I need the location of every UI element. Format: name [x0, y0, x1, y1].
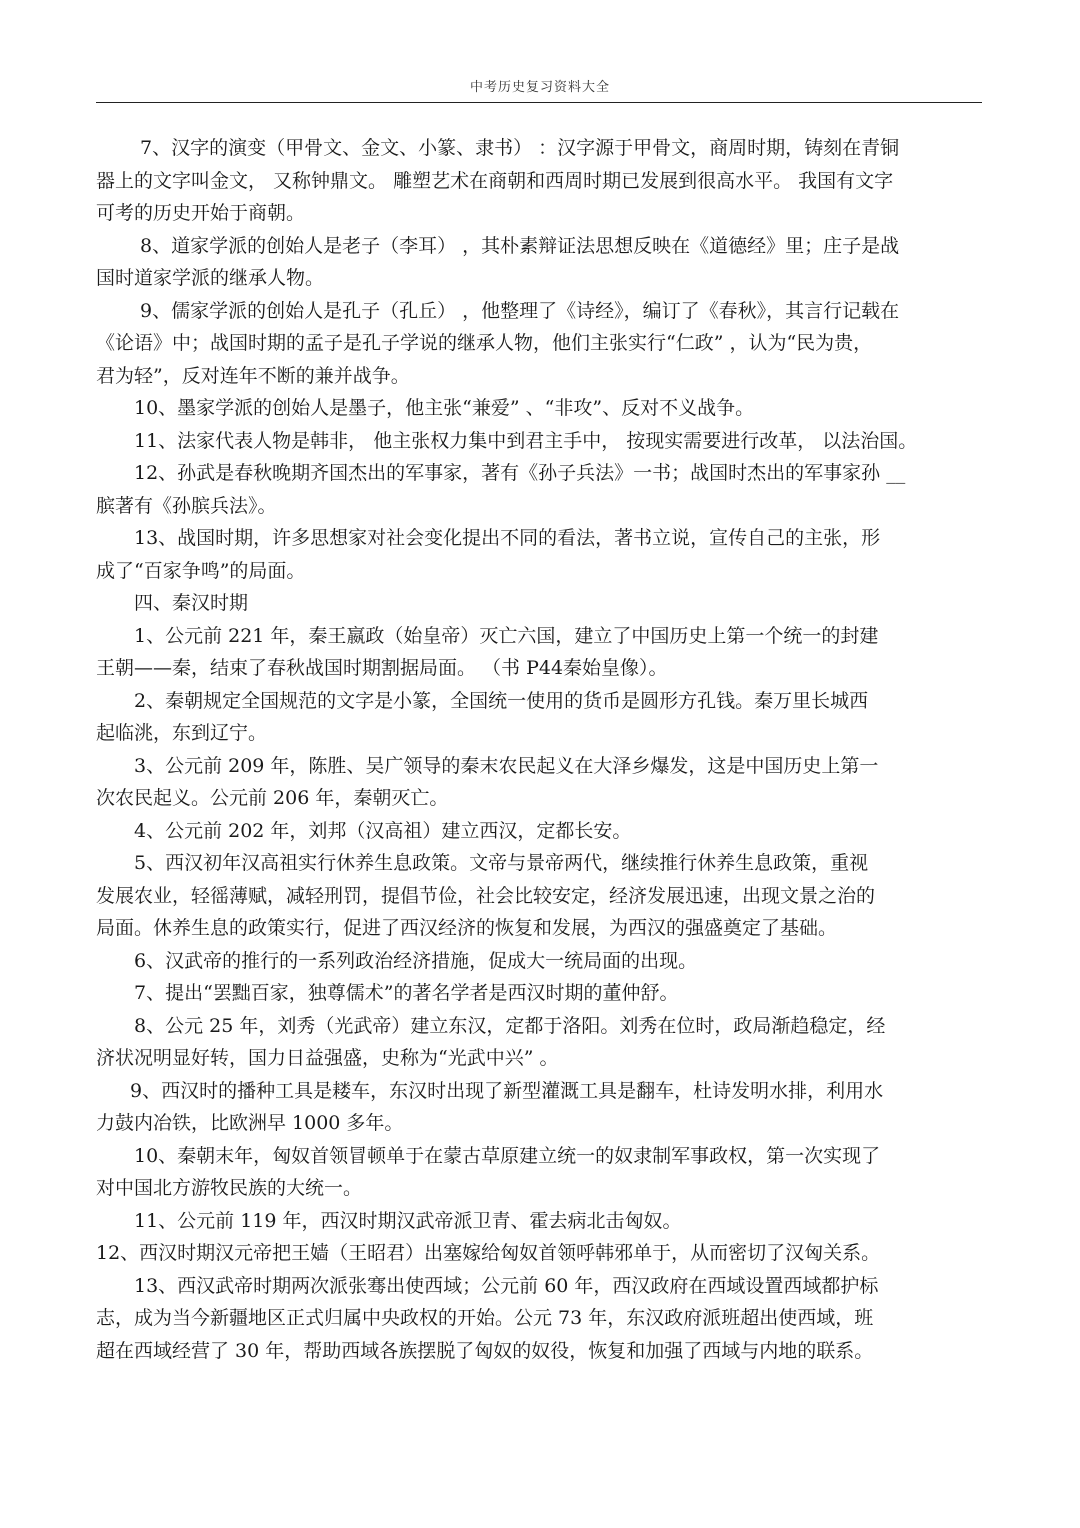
paragraph — [96, 522, 982, 587]
paragraph — [96, 425, 982, 458]
paragraph — [96, 132, 982, 230]
text-line: 11、法家代表人物是韩非， 他主张权力集中到君主手中， 按现实需要进行改革， 以法治国。 — [134, 429, 918, 452]
paragraph — [96, 392, 982, 425]
paragraph — [96, 620, 982, 685]
paragraph — [96, 295, 982, 393]
text-line: 7、汉字的演变（甲骨文、金文、小篆、隶书） ：汉字源于甲骨文，商周时期，铸刻在青铜 — [140, 137, 900, 159]
text-line: 发展农业，轻徭薄赋，减轻刑罚，提倡节俭，社会比较安定，经济发展迅速，出现文景之治的 — [96, 884, 876, 907]
section-heading — [96, 587, 982, 620]
text-line: 膑著有《孙膑兵法》。 — [96, 494, 277, 517]
text-line: 11、公元前 119 年，西汉时期汉武帝派卫青、霍去病北击匈奴。 — [134, 1209, 682, 1232]
paragraph — [96, 750, 982, 815]
text-line: 13、战国时期，许多思想家对社会变化提出不同的看法，著书立说，宣传自己的主张，形 — [134, 527, 881, 549]
text-line: 10、秦朝末年，匈奴首领冒顿单于在蒙古草原建立统一的奴隶制军事政权，第一次实现了 — [134, 1144, 881, 1167]
document-body — [96, 132, 982, 1367]
text-line: 国时道家学派的继承人物。 — [96, 267, 325, 289]
text-line: 8、道家学派的创始人是老子（李耳） ，其朴素辩证法思想反映在《道德经》里；庄子是战 — [140, 234, 900, 257]
text-line: 9、儒家学派的创始人是孔子（孔丘） ，他整理了《诗经》，编订了《春秋》，其言行记载在 — [140, 299, 900, 322]
paragraph — [96, 1140, 982, 1205]
text-line: 济状况明显好转，国力日益强盛，史称为“光武中兴” 。 — [96, 1047, 559, 1069]
paragraph — [96, 230, 982, 295]
text-line: 力鼓内冶铁，比欧洲早 1000 多年。 — [96, 1112, 404, 1134]
text-line: 7、提出“罢黜百家，独尊儒术”的著名学者是西汉时期的董仲舒。 — [134, 982, 679, 1004]
text-line: 5、西汉初年汉高祖实行休养生息政策。文帝与景帝两代，继续推行休养生息政策，重视 — [134, 852, 869, 874]
text-line: 9、西汉时的播种工具是耧车，东汉时出现了新型灌溉工具是翻车，杜诗发明水排，利用水 — [130, 1079, 884, 1102]
paragraph — [96, 1270, 982, 1368]
text-line: 13、西汉武帝时期两次派张骞出使西域；公元前 60 年，西汉政府在西域设置西域都护标 — [134, 1274, 879, 1297]
text-line: 对中国北方游牧民族的大统一。 — [96, 1177, 363, 1199]
text-line: 10、墨家学派的创始人是墨子，他主张“兼爱” 、“非攻”、反对不义战争。 — [134, 397, 755, 419]
paragraph — [96, 1010, 982, 1075]
text-line: 可考的历史开始于商朝。 — [96, 202, 306, 224]
paragraph — [96, 1237, 982, 1270]
text-line: 志，成为当今新疆地区正式归属中央政权的开始。公元 73 年，东汉政府派班超出使西域，班 — [96, 1307, 874, 1329]
paragraph — [96, 815, 982, 848]
text-line: 次农民起义。公元前 206 年，秦朝灭亡。 — [96, 787, 449, 809]
text-line: 2、秦朝规定全国规范的文字是小篆，全国统一使用的货币是圆形方孔钱。秦万里长城西 — [134, 689, 869, 712]
text-line: 12、西汉时期汉元帝把王嫱（王昭君）出塞嫁给匈奴首领呼韩邪单于，从而密切了汉匈关系。 — [96, 1242, 881, 1264]
paragraph — [96, 977, 982, 1010]
paragraph — [96, 1075, 982, 1140]
text-line: 四、秦汉时期 — [134, 592, 249, 614]
text-line: 器上的文字叫金文， 又称钟鼎文。 雕塑艺术在商朝和西周时期已发展到很高水平。 我国有文字 — [96, 169, 894, 192]
text-line: 《论语》中；战国时期的孟子是孔子学说的继承人物，他们主张实行“仁政” ，认为“民为贵， — [96, 332, 873, 354]
paragraph — [96, 457, 982, 522]
paragraph — [96, 1205, 982, 1238]
paragraph — [96, 685, 982, 750]
header-divider — [96, 102, 982, 103]
text-line: 君为轻”，反对连年不断的兼并战争。 — [96, 364, 410, 387]
text-line: 12、孙武是春秋晚期齐国杰出的军事家，著有《孙子兵法》一书；战国时杰出的军事家孙 __ — [134, 462, 906, 484]
text-line: 王朝——秦，结束了春秋战国时期割据局面。 （书 P44秦始皇像）。 — [96, 657, 668, 679]
text-line: 超在西域经营了 30 年，帮助西域各族摆脱了匈奴的奴役，恢复和加强了西域与内地的联系。 — [96, 1339, 874, 1362]
text-line: 4、公元前 202 年，刘邦（汉高祖）建立西汉，定都长安。 — [134, 819, 632, 842]
text-line: 3、公元前 209 年，陈胜、吴广领导的秦末农民起义在大泽乡爆发，这是中国历史上第一 — [134, 754, 879, 777]
text-line: 成了“百家争鸣”的局面。 — [96, 559, 306, 582]
text-line: 6、汉武帝的推行的一系列政治经济措施，促成大一统局面的出现。 — [134, 949, 698, 972]
paragraph — [96, 847, 982, 945]
paragraph — [96, 945, 982, 978]
page-header: 中考历史复习资料大全 — [469, 80, 610, 95]
text-line: 1、公元前 221 年，秦王嬴政（始皇帝）灭亡六国，建立了中国历史上第一个统一的封建 — [134, 624, 879, 647]
text-line: 局面。休养生息的政策实行，促进了西汉经济的恢复和发展，为西汉的强盛奠定了基础。 — [96, 917, 838, 939]
text-line: 起临洮，东到辽宁。 — [96, 722, 268, 744]
text-line: 8、公元 25 年，刘秀（光武帝）建立东汉，定都于洛阳。刘秀在位时，政局渐趋稳定，经 — [134, 1014, 886, 1037]
